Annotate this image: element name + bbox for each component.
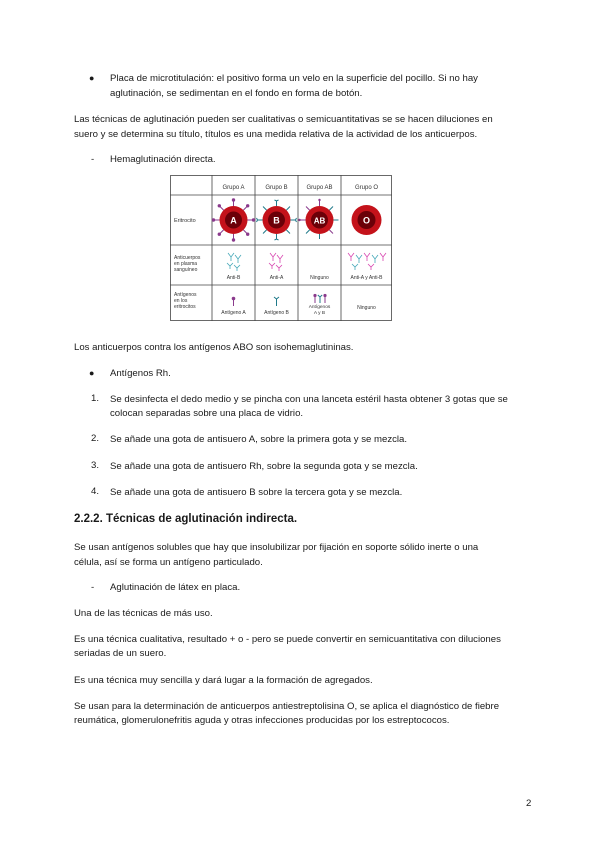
antigen-label-b: Antígeno B	[264, 310, 289, 316]
column-header-group-ab: Grupo AB	[306, 185, 333, 191]
step-3-text: Se añade una gota de antisuero Rh, sobre la segunda gota y se mezcla.	[110, 461, 418, 472]
para-simple: Es una técnica muy sencilla y dará lugar a la formación de agregados.	[74, 675, 373, 686]
step-number: 2.	[91, 433, 100, 444]
antibody-label-anti-a: Anti-A	[269, 275, 284, 281]
antibody-label-anti-a-and-b: Anti-A y Anti-B	[350, 275, 383, 281]
para-qualitative-line1: Es una técnica cualitativa, resultado + o - pero se puede convertir en semicuantitativa con diluciones	[74, 634, 501, 645]
dash-latex-text: Aglutinación de látex en placa.	[110, 582, 241, 593]
erythrocyte-o-letter: O	[362, 215, 371, 226]
para-techniques-line1: Las técnicas de aglutinación pueden ser cualitativas o semicuantitativas se se hacen diluciones en	[74, 114, 493, 125]
antibody-label-anti-b: Anti-B	[226, 275, 241, 281]
step-number: 1.	[91, 393, 100, 404]
row-label-antigens-line1: Antígenos	[174, 292, 197, 298]
para-soluble-line1: Se usan antígenos solubles que hay que insolubilizar por fijación en soporte sólido inerte o una	[74, 542, 479, 553]
figure-border	[171, 176, 392, 321]
step-1-line2: colocan separadas sobre una placa de vidrio.	[110, 408, 304, 419]
step-2-text: Se añade una gota de antisuero A, sobre la primera gota y se mezcla.	[110, 434, 408, 445]
erythrocyte-b-letter: B	[273, 215, 280, 226]
antibody-label-none: Ninguno	[310, 275, 329, 281]
para-techniques-line2: suero y se determina su título, títulos es una medida relativa de la actividad de los anticuerpos.	[74, 129, 478, 140]
bullet-rh-text: Antígenos Rh.	[110, 368, 171, 379]
bullet-dot: ●	[89, 73, 95, 83]
row-label-antigens-line2: en los	[174, 298, 188, 304]
dash-hemagglutination-text: Hemaglutinación directa.	[110, 154, 216, 165]
para-most-used: Una de las técnicas de más uso.	[74, 608, 213, 619]
antigen-label-a: Antígeno A	[221, 310, 246, 316]
bullet-dot: ●	[89, 368, 95, 378]
column-header-group-a: Grupo A	[222, 185, 245, 191]
step-number: 4.	[91, 486, 100, 497]
step-1-line1: Se desinfecta el dedo medio y se pincha con una lanceta estéril hasta obtener 3 gotas que se	[110, 394, 508, 405]
erythrocyte-a-letter: A	[230, 215, 237, 226]
erythrocyte-ab-letter: AB	[313, 216, 326, 226]
abo-blood-group-figure	[170, 175, 392, 321]
row-label-antigens-line3: eritrocitos	[174, 304, 196, 310]
row-label-antibodies-line1: Anticuerpos	[174, 255, 201, 261]
row-label-erythrocyte: Eritrocito	[174, 218, 196, 224]
dash-marker: -	[91, 154, 95, 165]
para-qualitative-line2: seriadas de un suero.	[74, 648, 167, 659]
erythrocyte-o	[352, 205, 382, 235]
antigen-label-a-and-b-line1: Antígenos	[308, 305, 331, 310]
bullet-microplate-line2: aglutinación, se sedimentan en el fondo en forma de botón.	[110, 88, 363, 99]
antigen-label-a-and-b-line2: A y B	[313, 311, 326, 316]
dash-marker: -	[91, 582, 95, 593]
para-isohemagglutinins: Los anticuerpos contra los antígenos ABO son isohemaglutininas.	[74, 342, 354, 353]
row-label-antibodies-line3: sanguíneo	[174, 267, 198, 273]
column-header-group-b: Grupo B	[265, 185, 288, 191]
para-antistreptolysin-line2: reumática, glomerulonefritis aguda y otras infecciones producidas por los estreptococos.	[74, 715, 450, 726]
erythrocyte-a	[212, 199, 254, 241]
page-number: 2	[526, 798, 532, 809]
antigen-label-none: Ninguno	[357, 305, 376, 311]
para-antistreptolysin-line1: Se usan para la determinación de anticuerpos antiestreptolisina O, se aplica el diagnóstico de fiebre	[74, 701, 500, 712]
step-4-text: Se añade una gota de antisuero B sobre la tercera gota y se mezcla.	[110, 487, 403, 498]
bullet-microplate-line1: Placa de microtitulación: el positivo forma un velo en la superficie del pocillo. Si no hay	[110, 73, 478, 84]
section-heading: 2.2.2. Técnicas de aglutinación indirecta.	[74, 513, 298, 525]
step-number: 3.	[91, 460, 100, 471]
column-header-group-o: Grupo O	[354, 185, 379, 191]
row-label-antibodies-line2: en plasma	[174, 261, 198, 267]
para-soluble-line2: célula, así se forma un antígeno particulado.	[74, 557, 263, 568]
